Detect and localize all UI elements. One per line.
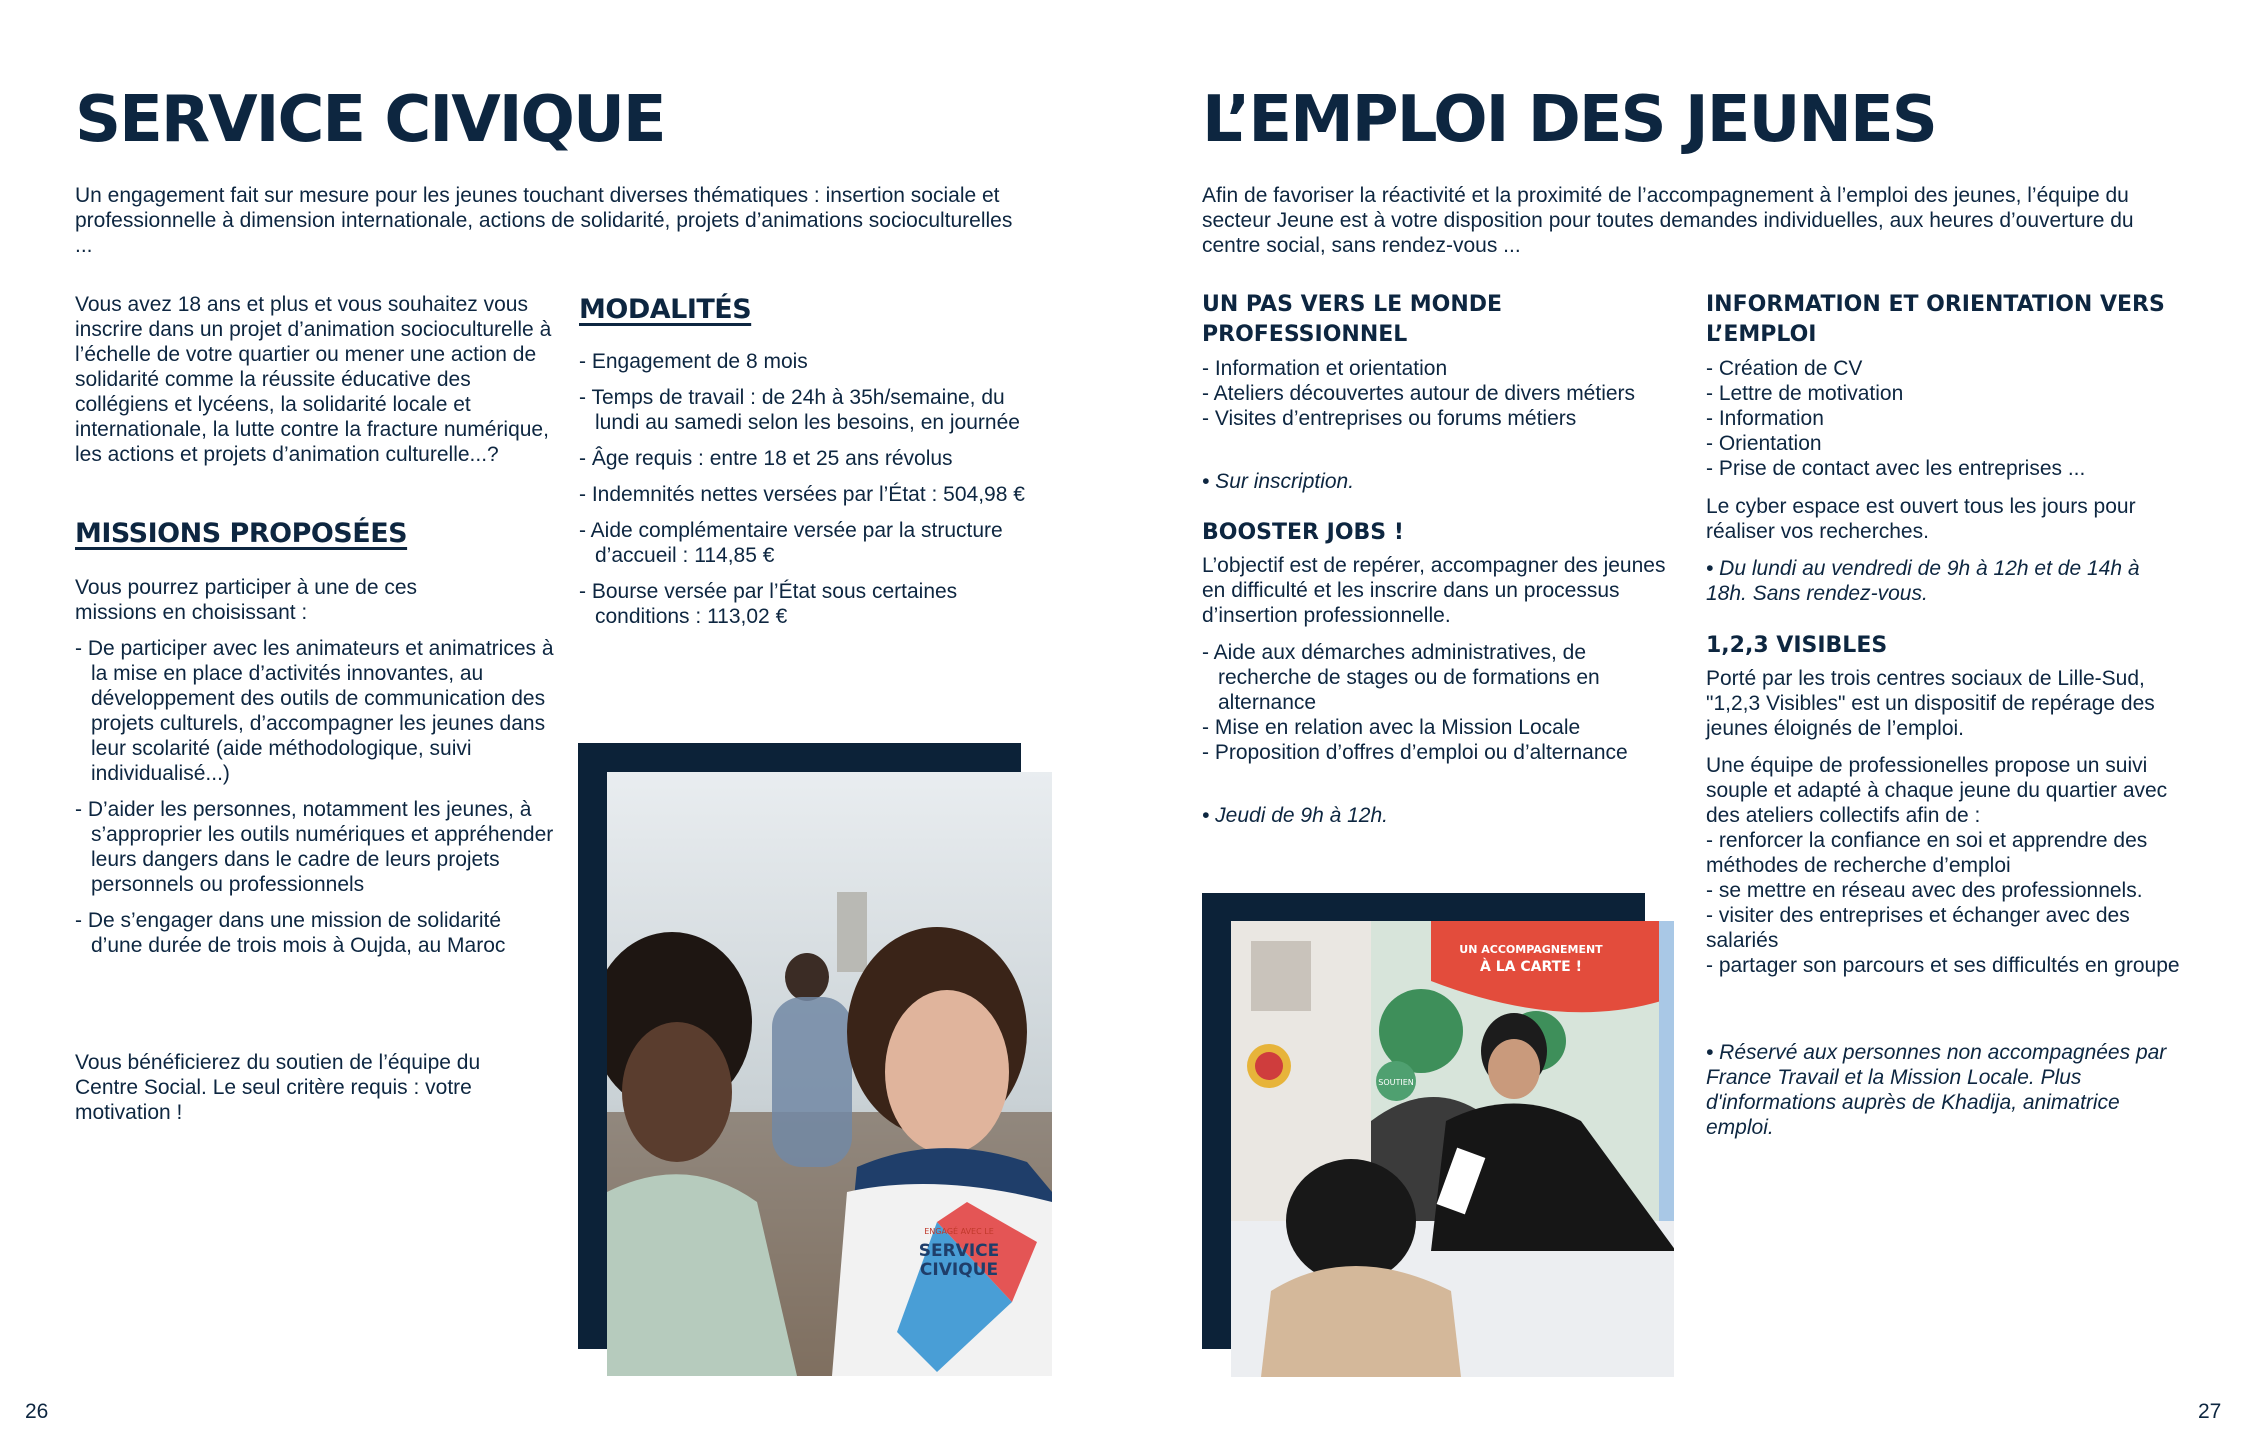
missions-intro: Vous pourrez participer à une de ces missions en choisissant : xyxy=(75,576,418,624)
list-item: - Visites d’entreprises ou forums métiers xyxy=(1202,407,1577,430)
list-item: - Proposition d’offres d’emploi ou d’alternance xyxy=(1202,741,1628,764)
photo-illustration xyxy=(1231,921,1674,1377)
service-civique-closing: Vous bénéficierez du soutien de l’équipe du Centre Social. Le seul critère requis : votre motivation ! xyxy=(75,1051,481,1124)
list-item: - visiter des entreprises et échanger avec des salariés xyxy=(1706,904,2130,952)
list-item: - se mettre en réseau avec des professionnels. xyxy=(1706,879,2143,902)
pas-note: • Sur inscription. xyxy=(1202,470,1355,493)
shirt-text-civique: CIVIQUE xyxy=(919,1260,999,1280)
service-civique-question: Vous avez 18 ans et plus et vous souhaitez vous inscrire dans un projet d’animation socioculturelle à l’échelle de votre quartier ou mener une action de solidarité comme la réussite éducative des collégiens et lycéens, la solidarité locale et internationale, la lutte contre la fracture numérique, les actions et projets d’animation culturelle...? xyxy=(75,293,552,466)
list-item: - partager son parcours et ses difficultés en groupe xyxy=(1706,954,2180,977)
list-item: - Prise de contact avec les entreprises ... xyxy=(1706,457,2086,480)
list-item: - D’aider les personnes, notamment les jeunes, à s’approprier les outils numériques et appréhender leurs dangers dans le cadre de leurs projets personnels ou professionnels xyxy=(75,798,554,896)
visibles-heading: 1,2,3 VISIBLES xyxy=(1706,633,1888,658)
list-item: - Engagement de 8 mois xyxy=(579,350,808,373)
shirt-text-small: ENGAGÉ AVEC LE xyxy=(924,1227,994,1236)
shirt-text-service: SERVICE xyxy=(918,1241,1000,1261)
page-number-left: 26 xyxy=(25,1400,49,1423)
sign-text: SOUTIEN xyxy=(1378,1078,1414,1087)
list-item: - Information xyxy=(1706,407,1824,430)
list-item: - Mise en relation avec la Mission Locale xyxy=(1202,716,1581,739)
pas-heading: UN PAS VERS LE MONDE PROFESSIONNEL xyxy=(1202,292,1503,347)
list-item: - Âge requis : entre 18 et 25 ans révolus xyxy=(579,447,953,470)
visibles-text-2: Une équipe de professionelles propose un suivi souple et adapté à chaque jeune du quartier avec des ateliers collectifs afin de : xyxy=(1706,754,2168,827)
booster-note: • Jeudi de 9h à 12h. xyxy=(1202,804,1388,827)
list-item: - Bourse versée par l’État sous certaines conditions : 113,02 € xyxy=(579,580,958,628)
list-item: - Ateliers découvertes autour de divers métiers xyxy=(1202,382,1636,405)
emploi-intro: Afin de favoriser la réactivité et la proximité de l’accompagnement à l’emploi des jeunes, l’équipe du secteur Jeune est à votre disposition pour toutes demandes individuelles, aux heures d’ouverture du centre social, sans rendez-vous ... xyxy=(1202,184,2134,257)
booster-list xyxy=(1202,640,1672,765)
list-item: - Aide complémentaire versée par la structure d’accueil : 114,85 € xyxy=(579,519,1003,567)
modalites-heading: MODALITÉS xyxy=(579,294,752,325)
page-number-right: 27 xyxy=(2198,1400,2222,1423)
service-civique-photo xyxy=(607,772,1052,1376)
booster-text: L’objectif est de repérer, accompagner des jeunes en difficulté et les inscrire dans un processus d’insertion professionnelle. xyxy=(1202,554,1666,627)
cyber-text: Le cyber espace est ouvert tous les jours pour réaliser vos recherches. xyxy=(1706,495,2136,543)
list-item: - Aide aux démarches administratives, de recherche de stages ou de formations en alternance xyxy=(1202,641,1600,714)
list-item: - De participer avec les animateurs et animatrices à la mise en place d’activités innovantes, au développement des outils de communication des projets culturels, d’accompagner les jeunes dans leur scolarité (aide méthodologique, suivi individualisé...) xyxy=(75,637,554,785)
visibles-list xyxy=(1706,828,2186,978)
list-item: - Temps de travail : de 24h à 35h/semaine, du lundi au samedi selon les besoins, en journée xyxy=(579,386,1020,434)
list-item: - Information et orientation xyxy=(1202,357,1448,380)
photo-illustration xyxy=(607,772,1052,1376)
list-item: - Indemnités nettes versées par l’État : 504,98 € xyxy=(579,483,1025,506)
emploi-photo xyxy=(1231,921,1674,1377)
service-civique-intro: Un engagement fait sur mesure pour les jeunes touchant diverses thématiques : insertion sociale et professionnelle à dimension internationale, actions de solidarité, projets d’animations socioculturelles ... xyxy=(75,184,1013,257)
info-heading: INFORMATION ET ORIENTATION VERS L’EMPLOI xyxy=(1706,292,2165,347)
list-item: - Orientation xyxy=(1706,432,1822,455)
banner-text-1: UN ACCOMPAGNEMENT xyxy=(1459,943,1603,956)
cyber-note: • Du lundi au vendredi de 9h à 12h et de 14h à 18h. Sans rendez-vous. xyxy=(1706,557,2140,605)
modalites-list xyxy=(579,349,1049,640)
page-title-service-civique: SERVICE CIVIQUE xyxy=(75,83,665,157)
page-title-emploi-jeunes: L’EMPLOI DES JEUNES xyxy=(1202,83,1936,157)
info-list xyxy=(1706,356,2186,481)
booster-heading: BOOSTER JOBS ! xyxy=(1202,520,1404,545)
pas-list xyxy=(1202,356,1672,431)
visibles-note: • Réservé aux personnes non accompagnées par France Travail et la Mission Locale. Plus d'informations auprès de Khadija, animatrice emploi. xyxy=(1706,1041,2167,1139)
list-item: - Lettre de motivation xyxy=(1706,382,1904,405)
banner-text-2: À LA CARTE ! xyxy=(1480,959,1582,975)
visibles-text-1: Porté par les trois centres sociaux de Lille-Sud, "1,2,3 Visibles" est un dispositif de repérage des jeunes éloignés de l’emploi. xyxy=(1706,667,2155,740)
list-item: - renforcer la confiance en soi et apprendre des méthodes de recherche d’emploi xyxy=(1706,829,2148,877)
list-item: - Création de CV xyxy=(1706,357,1863,380)
missions-heading: MISSIONS PROPOSÉES xyxy=(75,518,408,549)
missions-list xyxy=(75,636,555,969)
list-item: - De s’engager dans une mission de solidarité d’une durée de trois mois à Oujda, au Maroc xyxy=(75,909,506,957)
